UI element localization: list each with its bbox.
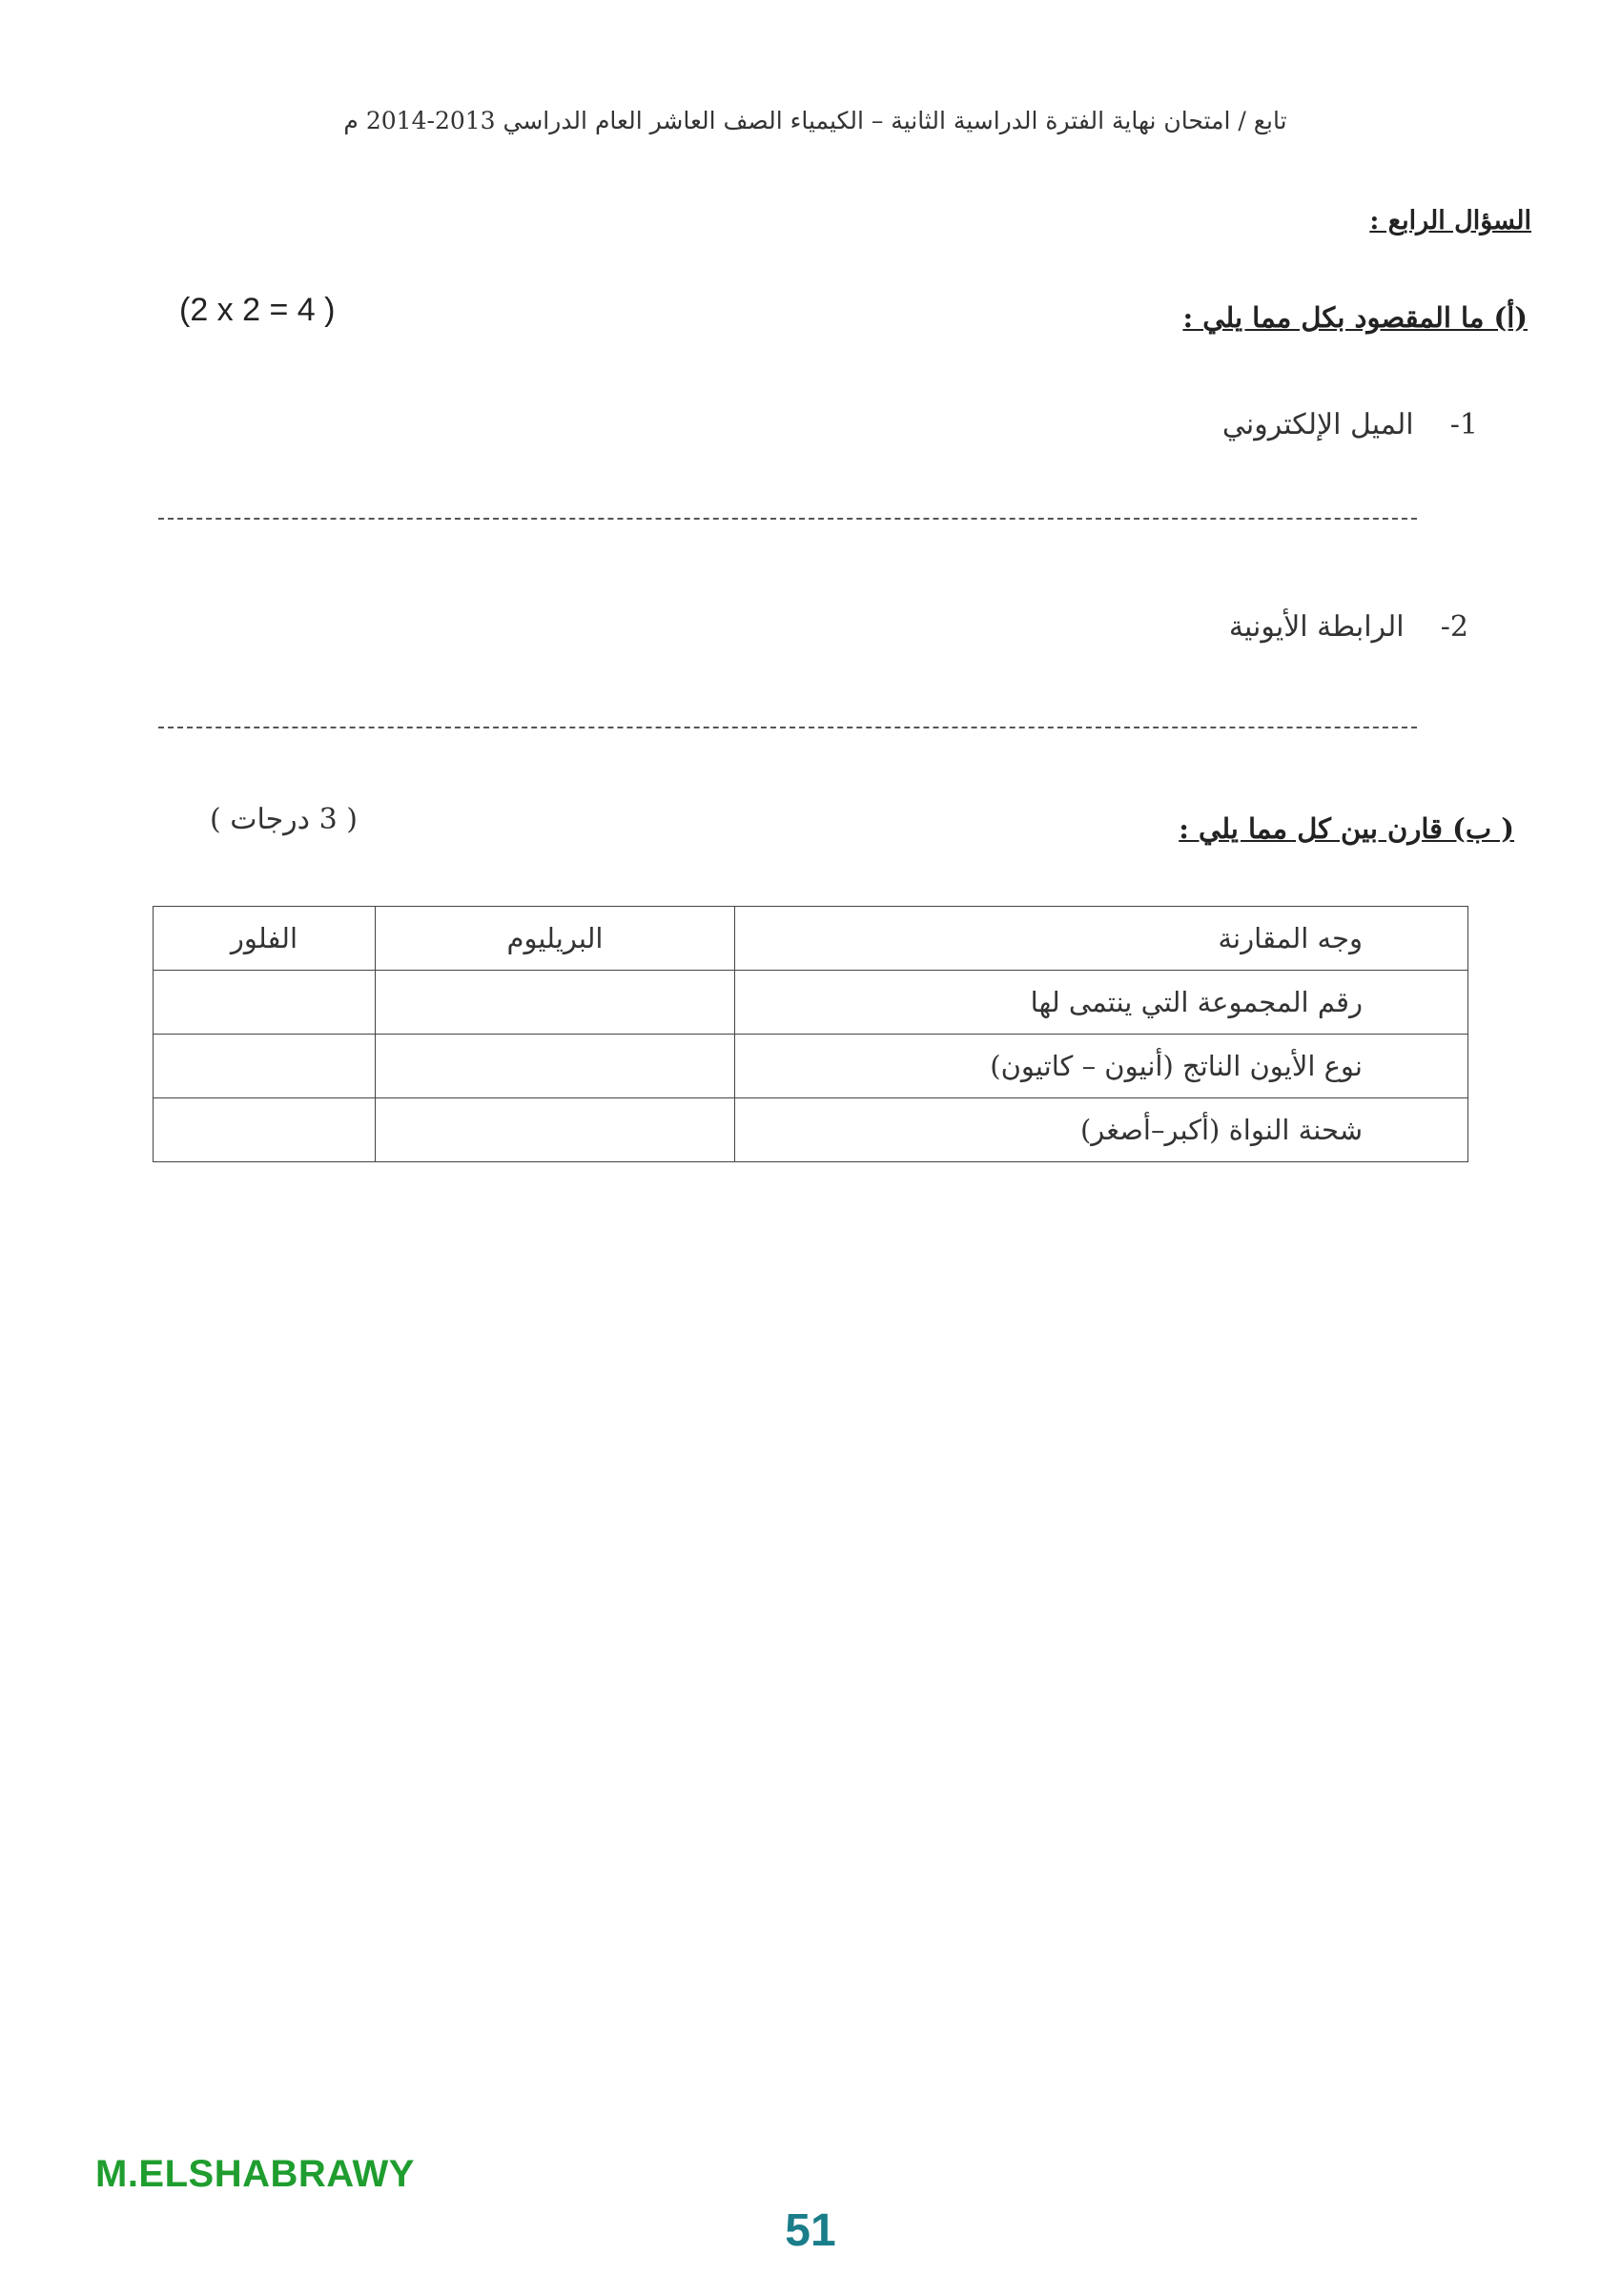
table-header-cell: الفلور (154, 907, 376, 971)
table-cell-answer[interactable] (376, 1035, 735, 1098)
page-number: 51 (785, 2205, 836, 2256)
item-term: الرابطة الأيونية (1228, 610, 1405, 644)
question-title: السؤال الرابع : (1369, 206, 1531, 236)
answer-line[interactable] (158, 518, 1417, 520)
exam-header: تابع / امتحان نهاية الفترة الدراسية الثانية – الكيمياء الصف العاشر العام الدراسي 2013-2014 م (343, 107, 1287, 134)
part-a-item-1 (1222, 408, 1478, 441)
table-cell-answer[interactable] (154, 1035, 376, 1098)
table-header-cell: وجه المقارنة (735, 907, 1468, 971)
table-cell-answer[interactable] (376, 1098, 735, 1162)
table-cell-answer[interactable] (154, 1098, 376, 1162)
table-cell-aspect: رقم المجموعة التي ينتمى لها (735, 971, 1468, 1035)
item-number: 1- (1449, 408, 1478, 441)
table-row (154, 1035, 1468, 1098)
comparison-table (153, 906, 1468, 1162)
table-cell-answer[interactable] (154, 971, 376, 1035)
table-header-cell: البريليوم (376, 907, 735, 971)
table-row (154, 1098, 1468, 1162)
author-watermark: M.ELSHABRAWY (95, 2153, 415, 2195)
answer-line[interactable] (158, 727, 1417, 728)
table-cell-aspect: شحنة النواة (أكبر–أصغر) (735, 1098, 1468, 1162)
table-cell-answer[interactable] (376, 971, 735, 1035)
part-b-marks: ( 3 درجات ) (210, 803, 358, 836)
item-number: 2- (1440, 610, 1468, 644)
part-a-item-2 (1229, 610, 1468, 644)
part-a-marks: (2 x 2 = 4 ) (179, 292, 336, 328)
item-term: الميل الإلكتروني (1221, 408, 1414, 441)
table-cell-aspect: نوع الأيون الناتج (أنيون – كاتيون) (735, 1035, 1468, 1098)
part-b-title: ( ب) قارن بين كل مما يلي : (1179, 812, 1514, 845)
part-a-title: (أ) ما المقصود بكل مما يلي : (1182, 301, 1528, 334)
table-row (154, 971, 1468, 1035)
table-header-row (154, 907, 1468, 971)
